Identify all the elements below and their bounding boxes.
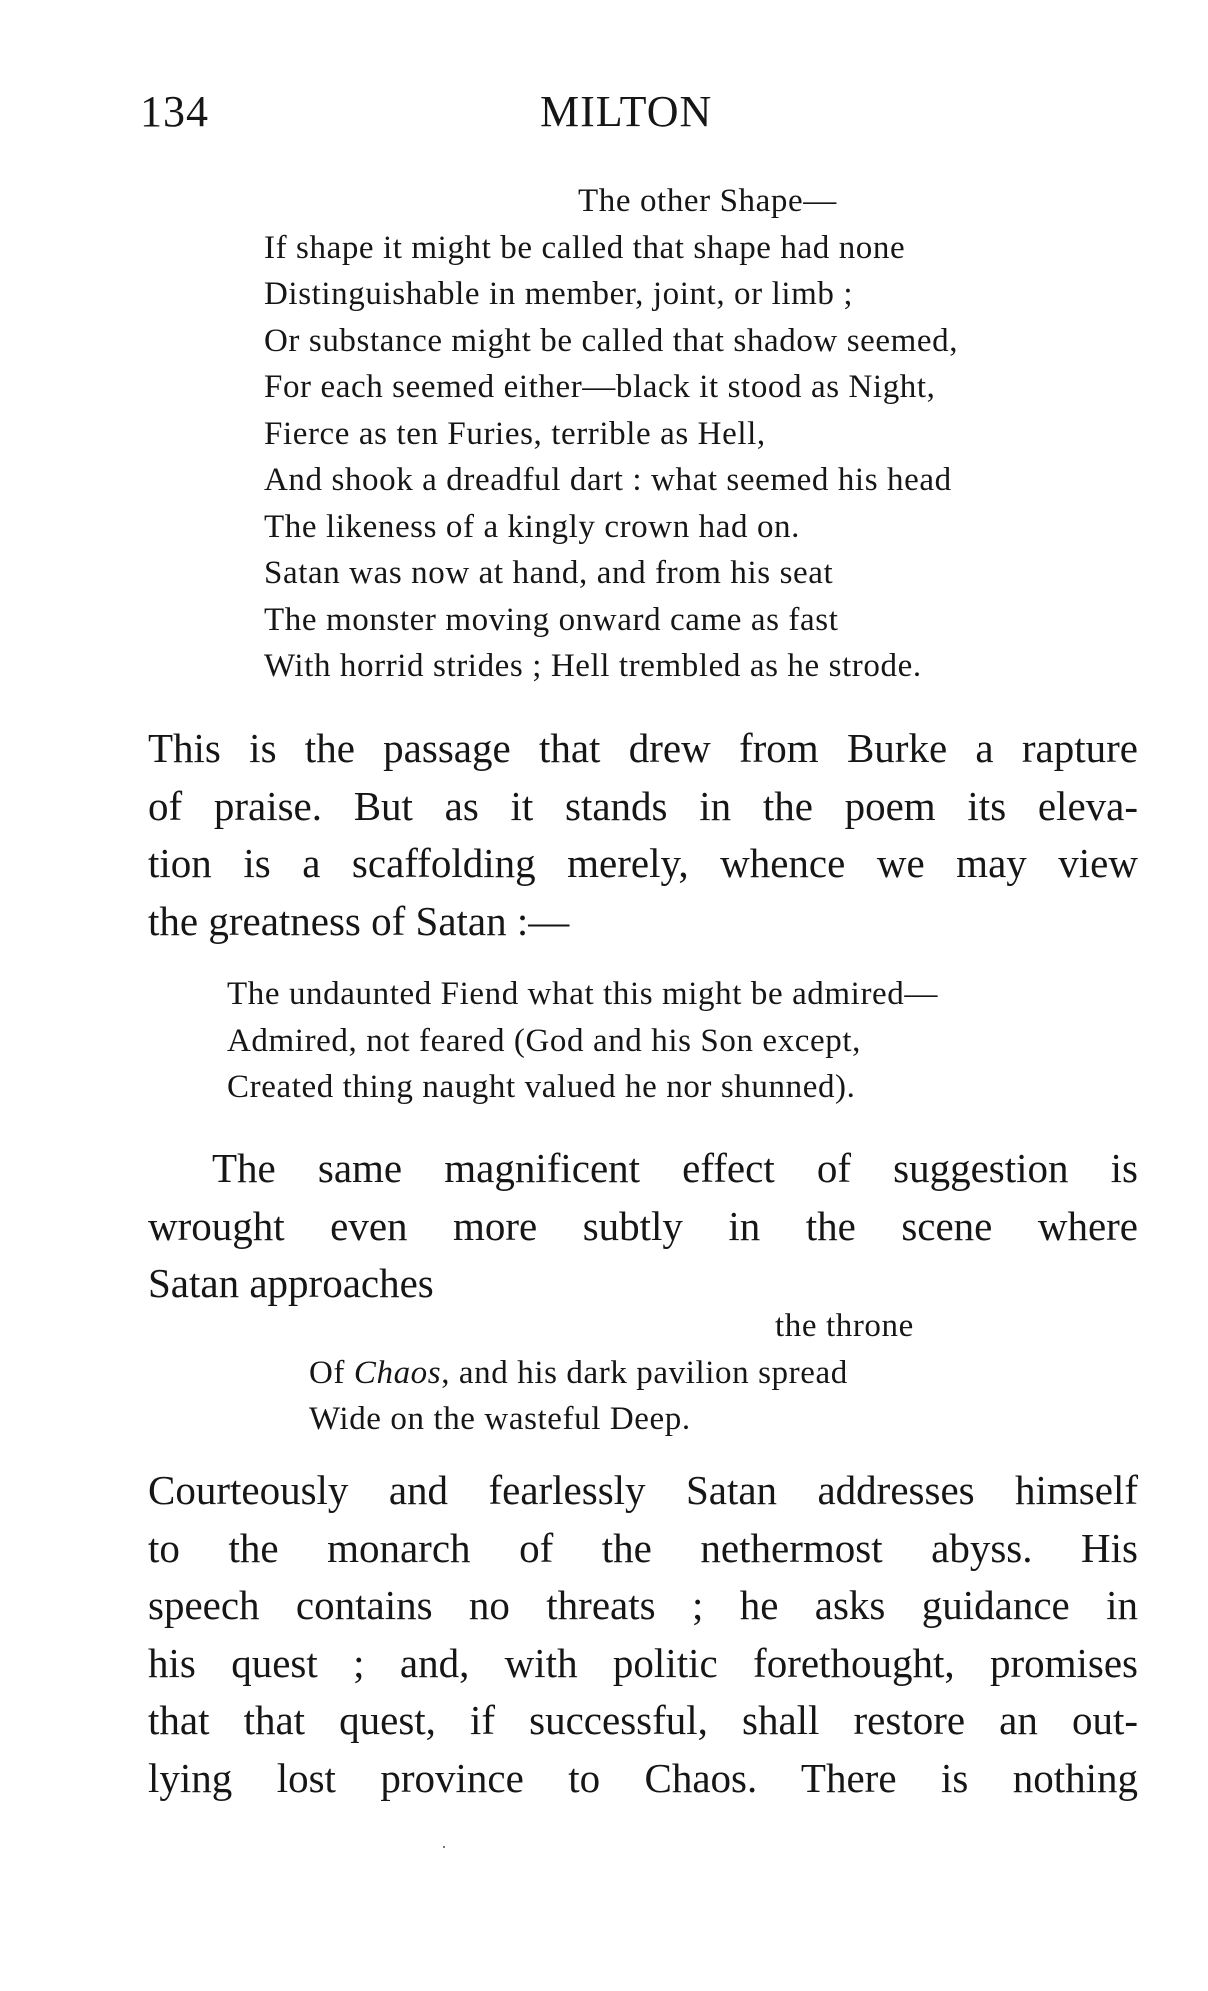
prose-line: tion is a scaffolding merely, whence we may view xyxy=(148,840,1138,886)
verse-line: With horrid strides ; Hell trembled as he strode. xyxy=(264,648,922,684)
verse-block-3 xyxy=(309,1303,914,1443)
verse-block-1 xyxy=(264,178,958,690)
prose-line: wrought even more subtly in the scene where xyxy=(148,1202,1138,1249)
verse-text: Of xyxy=(309,1354,354,1391)
verse-line: The monster moving onward came as fast xyxy=(264,601,839,638)
prose-line: to the monarch of the nethermost abyss. His xyxy=(148,1524,1138,1571)
prose-line: This is the passage that drew from Burke a rapture xyxy=(148,725,1138,771)
verse-line: The other Shape— xyxy=(578,183,837,219)
page-number: 134 xyxy=(140,87,209,136)
paragraph-3 xyxy=(148,1462,1138,1807)
verse-line: Fierce as ten Furies, terrible as Hell, xyxy=(264,415,766,452)
paragraph-2 xyxy=(148,1140,1138,1313)
verse-line: Admired, not feared (God and his Son except, xyxy=(227,1022,861,1059)
verse-line xyxy=(309,1350,914,1397)
prose-line: the greatness of Satan :— xyxy=(148,897,570,944)
verse-text: , and his dark pavilion spread xyxy=(441,1354,848,1391)
verse-line: Or substance might be called that shadow seemed, xyxy=(264,322,959,359)
verse-line: And shook a dreadful dart : what seemed his head xyxy=(264,462,952,498)
prose-line: that that quest, if successful, shall restore an out- xyxy=(148,1697,1138,1743)
italic-word-chaos: Chaos xyxy=(353,1354,442,1391)
verse-line: Wide on the wasteful Deep. xyxy=(309,1401,691,1437)
verse-line: For each seemed either—black it stood as Night, xyxy=(264,369,936,405)
prose-line: The same magnificent effect of suggestion is xyxy=(212,1145,1138,1191)
prose-line: of praise. But as it stands in the poem its eleva- xyxy=(148,782,1138,829)
prose-line: Satan approaches xyxy=(148,1260,434,1306)
prose-line: speech contains no threats ; he asks guidance in xyxy=(148,1582,1138,1628)
verse-line: Satan was now at hand, and from his seat xyxy=(264,555,834,591)
verse-line: The likeness of a kingly crown had on. xyxy=(264,508,801,545)
prose-line: Courteously and fearlessly Satan addresses himself xyxy=(148,1467,1138,1513)
prose-line: his quest ; and, with politic forethought, promises xyxy=(148,1639,1138,1686)
verse-line: The undaunted Fiend what this might be admired— xyxy=(227,976,938,1012)
verse-block-2 xyxy=(227,971,938,1111)
verse-line: Created thing naught valued he nor shunned). xyxy=(227,1069,856,1105)
verse-line: If shape it might be called that shape had none xyxy=(264,229,906,266)
verse-line: the throne xyxy=(775,1308,914,1344)
verse-line: Distinguishable in member, joint, or limb ; xyxy=(264,276,854,312)
paragraph-1 xyxy=(148,720,1138,950)
running-title: MILTON xyxy=(540,87,713,136)
print-speck xyxy=(443,1846,445,1848)
prose-line: lying lost province to Chaos. There is nothing xyxy=(148,1754,1138,1801)
